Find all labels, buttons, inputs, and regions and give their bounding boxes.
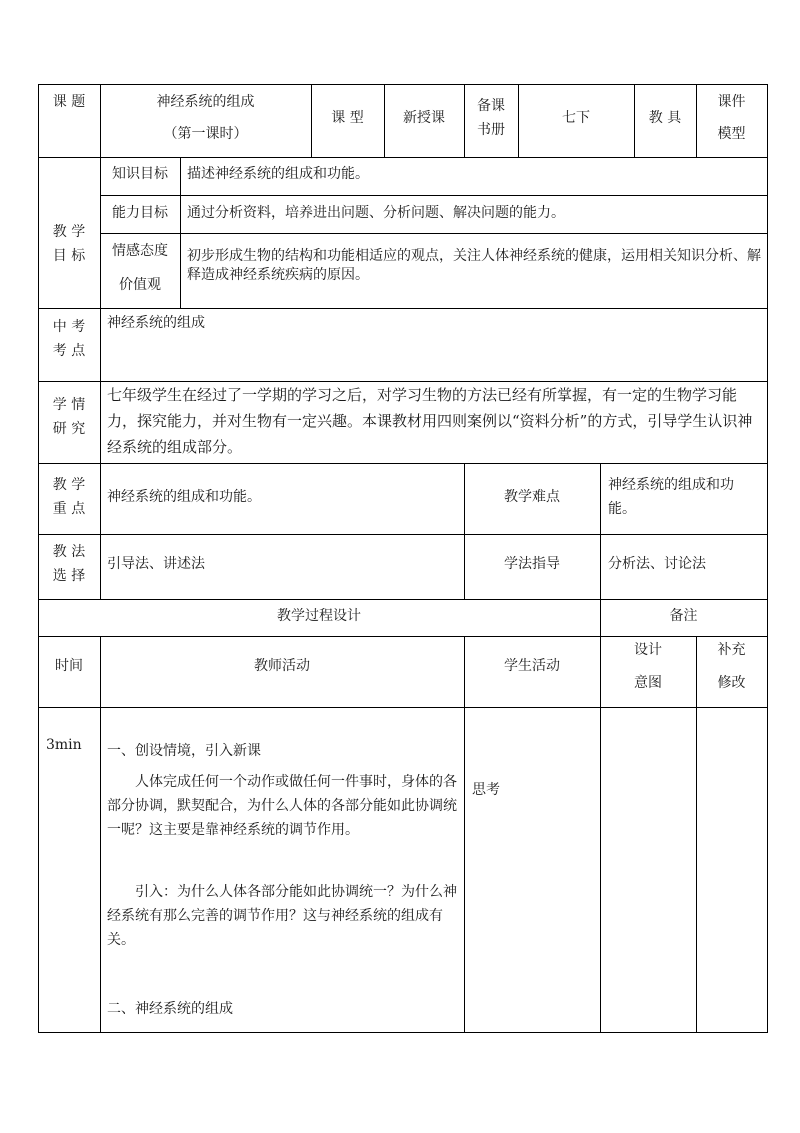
row-divider	[38, 599, 768, 600]
book-label-line1: 备课	[477, 98, 505, 114]
col-design-header-line1: 设计	[634, 642, 662, 658]
exam-text: 神经系统的组成	[107, 315, 205, 331]
student-activity-text: 思考	[472, 782, 500, 798]
method-label-line1: 教 法	[52, 544, 86, 560]
book-value: 七下	[562, 110, 590, 126]
col-divider	[100, 308, 101, 463]
col-supp-header-line2: 修改	[717, 675, 746, 691]
goals-label-line1: 教 学	[52, 224, 86, 240]
tool-value-line2: 模型	[717, 126, 746, 142]
col-divider	[464, 463, 465, 599]
row-divider	[38, 308, 768, 309]
table-border-top	[38, 84, 768, 85]
table-border-bottom	[38, 1032, 768, 1033]
section-heading: 一、创设情境，引入新课	[107, 743, 261, 759]
notes-label: 备注	[669, 608, 698, 624]
study-label-line1: 学 情	[52, 397, 86, 413]
type-value: 新授课	[403, 110, 445, 126]
focus-label-line2: 重 点	[52, 501, 86, 517]
row-divider	[38, 636, 768, 637]
emotion-goal-text: 初步形成生物的结构和功能相适应的观点，关注人体神经系统的健康，运用相关知识分析、解释造成神经系统疾病的原因。	[187, 248, 761, 283]
book-label-line2: 书册	[477, 122, 505, 138]
topic-title: 神经系统的组成	[156, 94, 255, 110]
method-label-line2: 选 择	[52, 568, 86, 584]
row-divider	[38, 707, 768, 708]
study-text: 七年级学生在经过了一学期的学习之后，对学习生物的方法已经有所掌握，有一定的生物学习能力，探究能力，并对生物有一定兴趣。本课教材用四则案例以“资料分析”的方式，引导学生认识神经系统的组成部分。	[107, 386, 753, 456]
difficulty-text-line1: 神经系统的组成和功	[608, 477, 734, 493]
goals-label-line2: 目 标	[52, 248, 86, 264]
row-divider	[100, 233, 768, 234]
col-divider	[464, 636, 465, 1032]
col-divider	[696, 636, 697, 1032]
col-divider	[100, 463, 101, 599]
exam-label-line2: 考 点	[52, 343, 86, 359]
process-title: 教学过程设计	[277, 608, 361, 624]
knowledge-goal-text: 描述神经系统的组成和功能。	[187, 166, 369, 182]
row-divider	[100, 195, 768, 196]
row-divider	[38, 157, 768, 158]
col-time-header: 时间	[55, 658, 83, 674]
emotion-goal-label-line1: 情感态度	[112, 243, 168, 259]
focus-label-line1: 教 学	[52, 477, 86, 493]
tool-value-line1: 课件	[717, 94, 746, 110]
row-divider	[38, 534, 768, 535]
section-heading: 二、神经系统的组成	[107, 1001, 233, 1017]
col-divider	[180, 157, 181, 308]
col-student-header: 学生活动	[504, 658, 560, 674]
method-text: 引导法、讲述法	[107, 556, 205, 572]
study-guide-text: 分析法、讨论法	[608, 556, 706, 572]
teacher-paragraph: 引入：为什么人体各部分能如此协调统一？为什么神经系统有那么完善的调节作用？这与神经系统的组成有关。	[107, 884, 457, 948]
knowledge-goal-label: 知识目标	[112, 166, 168, 182]
ability-goal-text: 通过分析资料，培养进出问题、分析问题、解决问题的能力。	[187, 205, 565, 221]
difficulty-text-line2: 能。	[608, 501, 636, 517]
topic-label: 课 题	[52, 94, 86, 110]
study-guide-label: 学法指导	[504, 556, 560, 572]
focus-text: 神经系统的组成和功能。	[107, 489, 261, 505]
difficulty-label: 教学难点	[504, 489, 560, 505]
time-value: 3min	[46, 737, 82, 753]
ability-goal-label: 能力目标	[112, 205, 168, 221]
col-divider	[100, 636, 101, 1032]
col-divider	[600, 463, 601, 599]
study-label-line2: 研 究	[52, 421, 86, 437]
exam-label-line1: 中 考	[52, 319, 86, 335]
teacher-paragraph: 人体完成任何一个动作或做任何一件事时，身体的各部分协调，默契配合，为什么人体的各部分能如此协调统一呢？这主要是靠神经系统的调节作用。	[107, 774, 457, 838]
topic-subtitle: （第一课时）	[163, 126, 248, 142]
col-design-header-line2: 意图	[634, 675, 662, 691]
tool-label: 教 具	[648, 110, 682, 126]
emotion-goal-label-line2: 价值观	[119, 277, 161, 293]
table-border-right	[767, 84, 768, 1033]
col-supp-header-line1: 补充	[717, 642, 746, 658]
type-label: 课 型	[331, 110, 364, 126]
col-teacher-header: 教师活动	[254, 658, 310, 674]
col-divider	[600, 636, 601, 1032]
row-divider	[38, 463, 768, 464]
